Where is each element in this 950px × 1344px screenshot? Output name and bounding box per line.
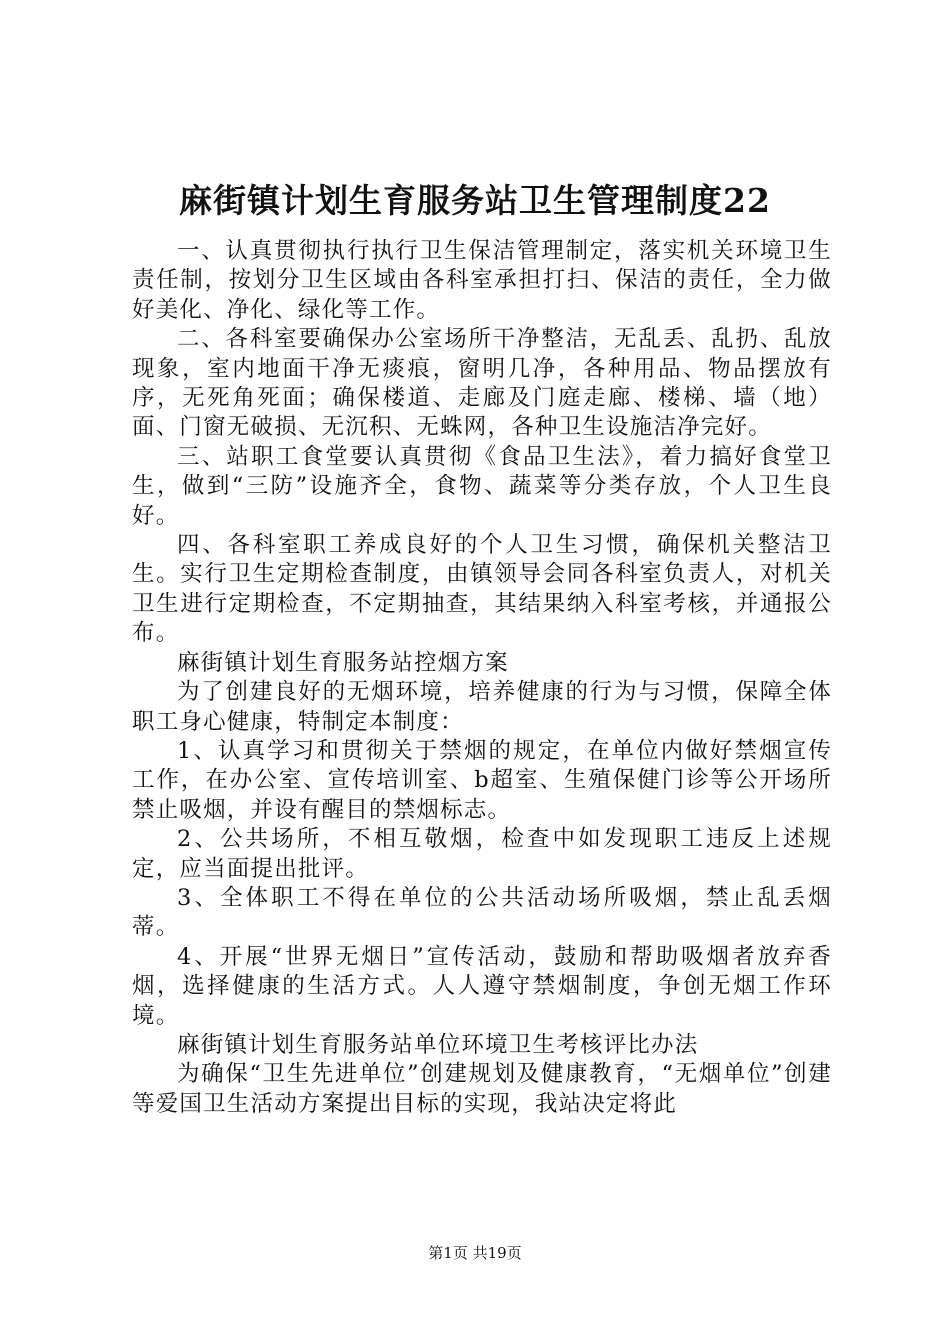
paragraph: 四、各科室职工养成良好的个人卫生习惯，确保机关整洁卫生。实行卫生定期检查制度，由镇领导会同各科室负责人，对机关卫生进行定期检查，不定期抽查，其结果纳入科室考核，并通报公布。: [132, 532, 832, 647]
paragraph: 1、认真学习和贯彻关于禁烟的规定，在单位内做好禁烟宣传工作，在办公室、宣传培训室、b超室、生殖保健门诊等公开场所禁止吸烟，并设有醒目的禁烟标志。: [132, 737, 832, 823]
section-heading: 麻街镇计划生育服务站控烟方案: [177, 649, 509, 676]
page-number-footer: 第1页 共19页: [428, 1244, 522, 1262]
paragraph: 4、开展“世界无烟日”宣传活动，鼓励和帮助吸烟者放弃香烟，选择健康的生活方式。人人遵守禁烟制度，争创无烟工作环境。: [132, 943, 832, 1029]
paragraph: 一、认真贯彻执行执行卫生保洁管理制定，落实机关环境卫生责任制，按划分卫生区域由各科室承担打扫、保洁的责任，全力做好美化、净化、绿化等工作。: [132, 238, 832, 323]
paragraph: 3、全体职工不得在单位的公共活动场所吸烟，禁止乱丢烟蒂。: [132, 884, 832, 941]
paragraph: 三、站职工食堂要认真贯彻《食品卫生法》，着力搞好食堂卫生，做到“三防”设施齐全，食物、蔬菜等分类存放，个人卫生良好。: [132, 443, 832, 529]
section-heading: 麻街镇计划生育服务站单位环境卫生考核评比办法: [177, 1031, 699, 1058]
paragraph: 为确保“卫生先进单位”创建规划及健康教育，“无烟单位”创建等爱国卫生活动方案提出目标的实现，我站决定将此: [132, 1061, 832, 1117]
paragraph: 2、公共场所，不相互敬烟，检查中如发现职工违反上述规定，应当面提出批评。: [132, 826, 832, 882]
document-title: 麻街镇计划生育服务站卫生管理制度22: [179, 181, 771, 220]
document-body: [132, 237, 832, 1119]
paragraph: 二、各科室要确保办公室场所干净整洁，无乱丢、乱扔、乱放现象，室内地面干净无痰痕，窗明几净，各种用品、物品摆放有序，无死角死面；确保楼道、走廊及门庭走廊、楼梯、墙（地）面、门窗无破损、无沉积、无蛛网，各种卫生设施洁净完好。: [132, 326, 832, 441]
paragraph: 为了创建良好的无烟环境，培养健康的行为与习惯，保障全体职工身心健康，特制定本制度：: [132, 679, 832, 735]
